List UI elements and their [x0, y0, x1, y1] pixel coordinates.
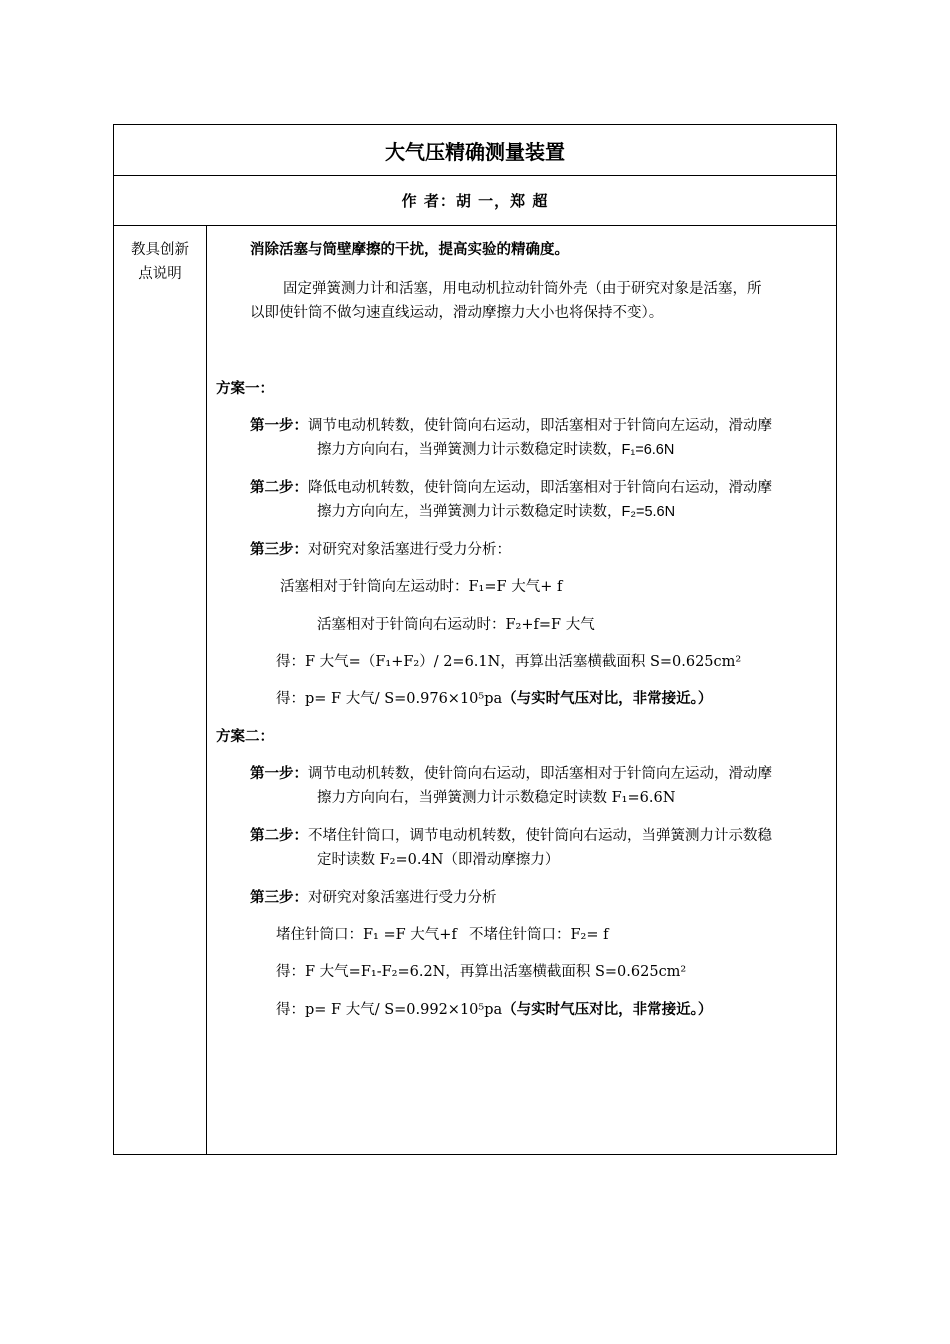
plan1-step1-line2: 擦力方向向右，当弹簧测力计示数稳定时读数，: [317, 442, 622, 458]
plan2-step3-label: 第三步：: [250, 889, 308, 906]
plan1-step2-value: F₂=5.6N: [621, 504, 676, 520]
plan2-step1-label: 第一步：: [250, 765, 308, 782]
plan1-step2: [250, 476, 772, 500]
plan1-step1-text: 调节电动机转数，使针筒向右运动，即活塞相对于针筒向左运动，滑动摩: [308, 418, 772, 434]
plan1-step3: [250, 538, 511, 562]
plan1-step1-cont: [317, 438, 674, 462]
content-cell: [207, 226, 836, 1154]
row-label: 教具创新点说明: [131, 242, 189, 282]
plan2-eq2: 得：F 大气=F₁-F₂=6.2N，再算出活塞横截面积 S=0.625cm²: [276, 964, 687, 980]
intro-line-2: 以即使针筒不做匀速直线运动，滑动摩擦力大小也将保持不变）。: [250, 305, 664, 321]
plan2-heading: 方案二：: [216, 728, 274, 745]
plan1-step3-label: 第三步：: [250, 541, 308, 558]
row-label-cell: [114, 226, 207, 1154]
plan2-step3-text: 对研究对象活塞进行受力分析: [308, 890, 497, 906]
plan2-step2: [250, 824, 772, 848]
author-line: 作 者：胡 一，郑 超: [114, 176, 836, 226]
plan1-eq2: 活塞相对于针筒向右运动时：F₂+f=F 大气: [317, 617, 595, 633]
plan2-eq1a: 堵住针筒口：F₁ =F 大气+f: [276, 927, 457, 943]
plan2-step1-text: 调节电动机转数，使针筒向右运动，即活塞相对于针筒向左运动，滑动摩: [308, 766, 772, 782]
plan2-eq3-note: （与实时气压对比，非常接近。）: [502, 1001, 713, 1018]
plan2-step2-label: 第二步：: [250, 827, 308, 844]
plan2-step1-line2: 擦力方向向右，当弹簧测力计示数稳定时读数 F₁=6.6N: [317, 790, 676, 806]
document-table: [113, 124, 837, 1155]
plan1-step2-cont: [317, 500, 675, 524]
plan1-eq4: [276, 687, 712, 711]
plan2-step2-text: 不堵住针筒口，调节电动机转数，使针筒向右运动，当弹簧测力计示数稳: [308, 828, 772, 844]
page-title: 大气压精确测量装置: [114, 125, 836, 176]
plan2-eq1b: 不堵住针筒口：F₂= f: [469, 927, 609, 943]
plan1-eq4-text: 得：p= F 大气/ S=0.976×10⁵pa: [276, 691, 503, 707]
plan1-heading: 方案一：: [216, 380, 274, 397]
plan1-step2-text: 降低电动机转数，使针筒向左运动，即活塞相对于针筒向右运动，滑动摩: [308, 480, 772, 496]
intro-line-1: 固定弹簧测力计和活塞，用电动机拉动针筒外壳（由于研究对象是活塞，所: [283, 281, 762, 297]
plan2-step2-line2: 定时读数 F₂=0.4N（即滑动摩擦力）: [317, 852, 560, 868]
plan1-eq3: 得：F 大气=（F₁+F₂）/ 2=6.1N，再算出活塞横截面积 S=0.625cm²: [276, 654, 742, 670]
plan1-step1: [250, 414, 772, 438]
plan1-step1-value: F₁=6.6N: [621, 442, 675, 458]
plan2-eq3: [276, 998, 712, 1022]
plan2-step1: [250, 762, 772, 786]
plan1-step2-label: 第二步：: [250, 479, 308, 496]
plan1-eq1: 活塞相对于针筒向左运动时：F₁=F 大气+ f: [280, 579, 563, 595]
plan2-step3: [250, 886, 497, 910]
plan1-step2-line2: 擦力方向向左，当弹簧测力计示数稳定时读数，: [317, 504, 622, 520]
plan1-eq4-note: （与实时气压对比，非常接近。）: [502, 690, 713, 707]
plan2-eq3-text: 得：p= F 大气/ S=0.992×10⁵pa: [276, 1002, 503, 1018]
plan1-step1-label: 第一步：: [250, 417, 308, 434]
intro-headline: 消除活塞与筒壁摩擦的干扰，提高实验的精确度。: [250, 241, 569, 258]
plan1-step3-text: 对研究对象活塞进行受力分析：: [308, 542, 511, 558]
